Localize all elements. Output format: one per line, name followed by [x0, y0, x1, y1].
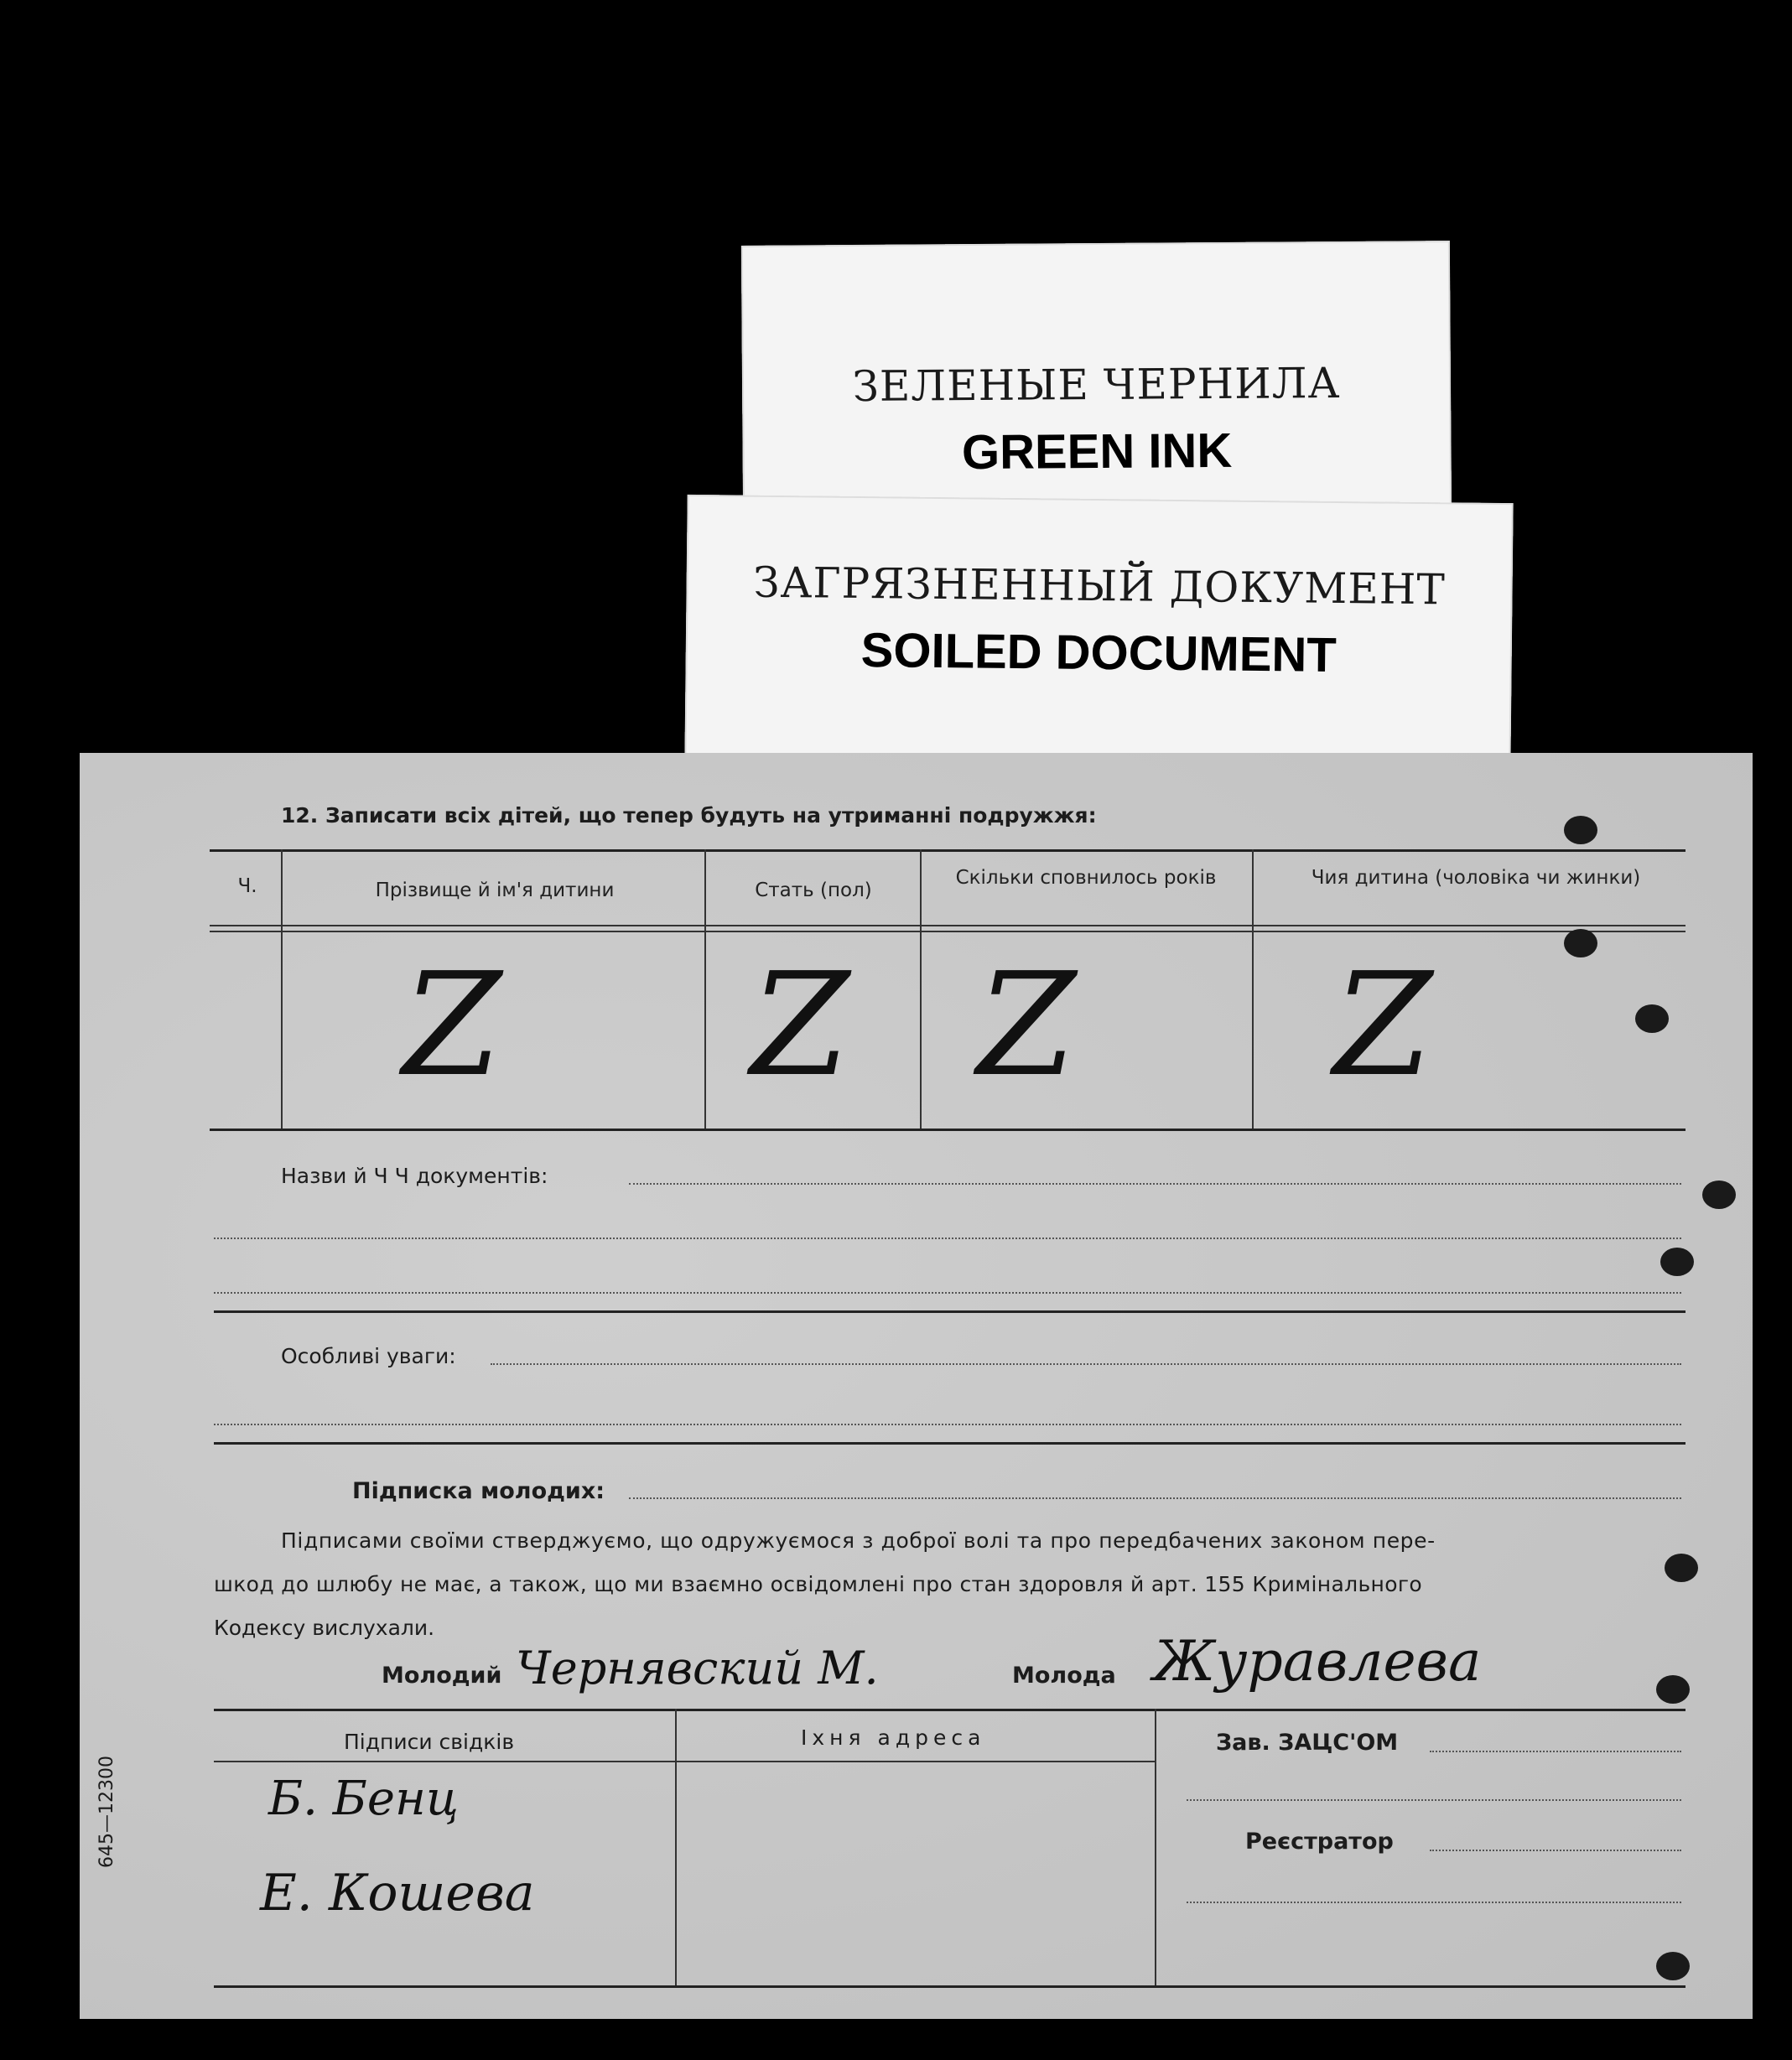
section12-title: 12. Записати всіх дітей, що тепер будуть на утриманні подружжя:: [281, 803, 1097, 828]
declaration-line-2: шкод до шлюбу не має, а також, що ми взаємно освідомлені про стан здоровля й арт. 155 Кримінального: [214, 1572, 1423, 1596]
groom-signature: Чернявский М.: [516, 1642, 879, 1694]
row-mark-name: Z: [403, 942, 502, 1108]
soiled-document-ru: ЗАГРЯЗНЕННЫЙ ДОКУМЕНТ: [753, 558, 1447, 615]
witnesses-header: Підписи свідків: [344, 1730, 515, 1754]
bride-signature: Журавлева: [1153, 1629, 1482, 1694]
table-bottom-rule: [210, 1129, 1686, 1131]
address-header: Іхня адреса: [801, 1725, 986, 1750]
punch-hole: [1656, 1675, 1690, 1704]
green-ink-en: GREEN INK: [961, 423, 1233, 480]
print-code: 645—12300: [96, 1756, 117, 1868]
punch-hole: [1564, 816, 1597, 844]
punch-hole: [1656, 1952, 1690, 1980]
col-whose-header: Чия дитина (чоловіка чи жинки): [1311, 867, 1641, 889]
row-mark-age: Z: [977, 942, 1077, 1108]
row-mark-whose: Z: [1333, 942, 1433, 1108]
soiled-document-en: SOILED DOCUMENT: [860, 623, 1338, 682]
declaration-line-1: Підписами своїми стверджуємо, що одружуємося з доброї волі та про передбачених законом пере-: [281, 1528, 1436, 1553]
green-ink-slip: [741, 241, 1452, 522]
punch-hole: [1635, 1004, 1669, 1033]
witness-signature-2: Е. Кошева: [260, 1864, 535, 1922]
punch-hole: [1702, 1180, 1736, 1209]
groom-label: Молодий: [382, 1663, 502, 1689]
zags-label: Зав. ЗАЦС'ОМ: [1216, 1730, 1399, 1756]
documents-label: Назви й Ч Ч документів:: [281, 1164, 548, 1188]
table-header-rule: [210, 925, 1686, 926]
col-sex-header: Стать (пол): [755, 880, 872, 901]
signature-title: Підписка молодих:: [352, 1478, 605, 1504]
registration-form: [80, 753, 1753, 2019]
punch-hole: [1564, 929, 1597, 957]
col-age-header: Скільки сповнилось років: [955, 867, 1217, 889]
registrar-label: Реєстратор: [1245, 1829, 1394, 1855]
col-number-header: Ч.: [237, 875, 257, 897]
declaration-line-3: Кодексу вислухали.: [214, 1616, 435, 1640]
col-name-header: Прізвище й ім'я дитини: [375, 880, 615, 901]
row-mark-sex: Z: [751, 942, 850, 1108]
witness-signature-1: Б. Бенц: [268, 1772, 460, 1826]
notes-label: Особливі уваги:: [281, 1344, 456, 1368]
soiled-document-slip: [684, 495, 1513, 776]
table-top-rule: [210, 849, 1686, 852]
green-ink-ru: ЗЕЛЕНЫЕ ЧЕРНИЛА: [852, 358, 1341, 412]
punch-hole: [1660, 1248, 1694, 1276]
bride-label: Молода: [1012, 1663, 1116, 1689]
punch-hole: [1665, 1554, 1698, 1582]
